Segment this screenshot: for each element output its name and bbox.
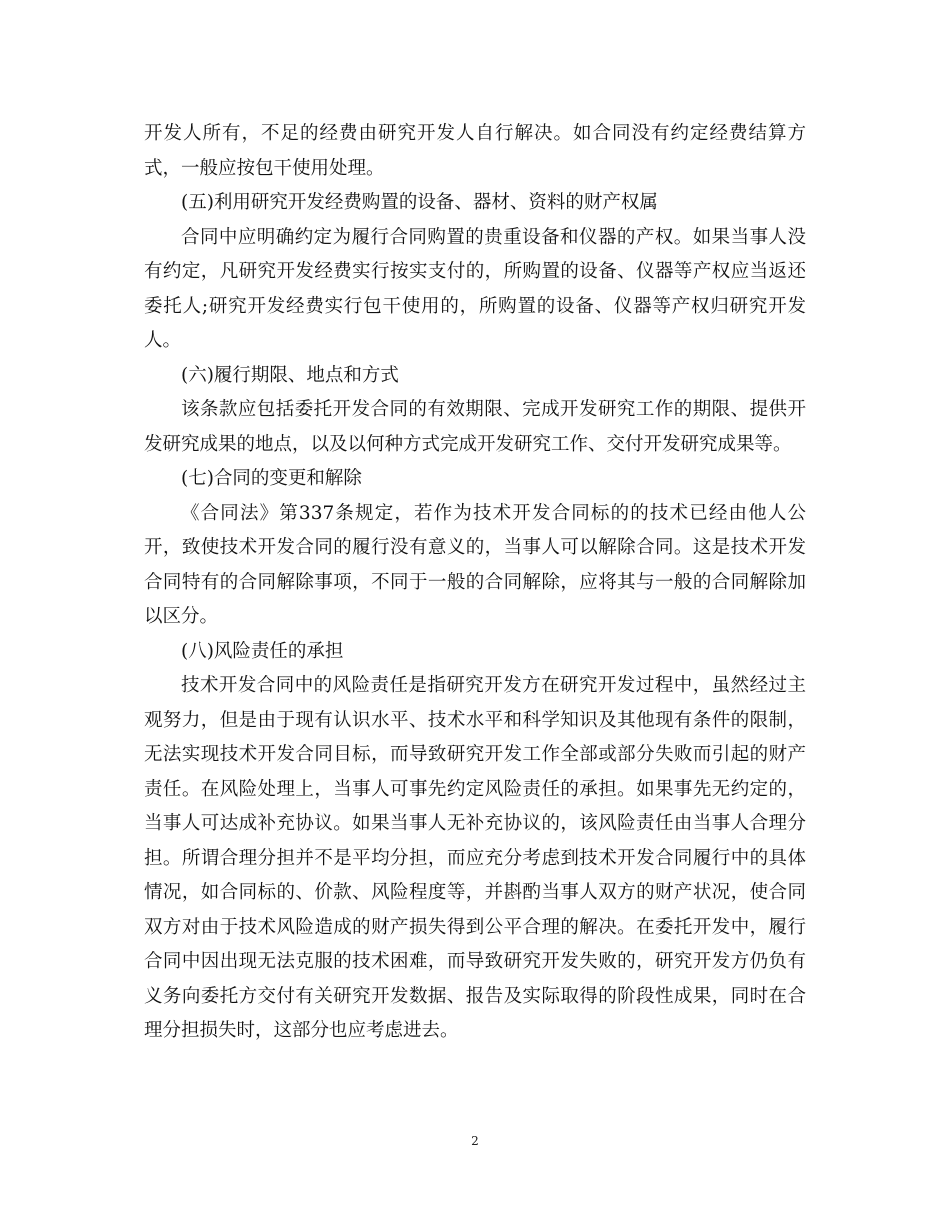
paragraph-continuation: 开发人所有，不足的经费由研究开发人自行解决。如合同没有约定经费结算方式，一般应按包干使用处理。 (144, 123, 806, 179)
paragraph-risk-liability: 技术开发合同中的风险责任是指研究开发方在研究开发过程中，虽然经过主观努力，但是由于现有认识水平、技术水平和科学知识及其他现有条件的限制，无法实现技术开发合同目标，而导致研究开发工作全部或部分失败而引起的财产责任。在风险处理上，当事人可事先约定风险责任的承担。如果事先无约定的，当事人可达成补充协议。如果当事人无补充协议的，该风险责任由当事人合理分担。所谓合理分担并不是平均分担，而应充分考虑到技术开发合同履行中的具体情况，如合同标的、价款、风险程度等，并斟酌当事人双方的财产状况，使合同双方对由于技术风险造成的财产损失得到公平合理的解决。在委托开发中，履行合同中因出现无法克服的技术困难，而导致研究开发失败的，研究开发方仍负有义务向委托方交付有关研究开发数据、报告及实际取得的阶段性成果，同时在合理分担损失时，这部分也应考虑进去。 (144, 675, 806, 1041)
paragraph-performance-terms: 该条款应包括委托开发合同的有效期限、完成开发研究工作的期限、提供开发研究成果的地点，以及以何种方式完成开发研究工作、交付开发研究成果等。 (144, 399, 806, 455)
paragraph-contract-change: 《合同法》第337条规定，若作为技术开发合同标的的技术已经由他人公开，致使技术开发合同的履行没有意义的，当事人可以解除合同。这是技术开发合同特有的合同解除事项，不同于一般的合同解除，应将其与一般的合同解除加以区分。 (144, 502, 806, 627)
paragraph-equipment-ownership: 合同中应明确约定为履行合同购置的贵重设备和仪器的产权。如果当事人没有约定，凡研究开发经费实行按实支付的，所购置的设备、仪器等产权应当返还委托人;研究开发经费实行包干使用的，所购置的设备、仪器等产权归研究开发人。 (144, 226, 806, 351)
document-body (144, 117, 806, 1049)
section-heading-5: (五)利用研究开发经费购置的设备、器材、资料的财产权属 (181, 192, 658, 213)
section-heading-7: (七)合同的变更和解除 (181, 468, 362, 489)
section-heading-6: (六)履行期限、地点和方式 (181, 364, 399, 386)
page-number: 2 (471, 1134, 479, 1148)
section-heading-8: (八)风险责任的承担 (181, 640, 344, 662)
